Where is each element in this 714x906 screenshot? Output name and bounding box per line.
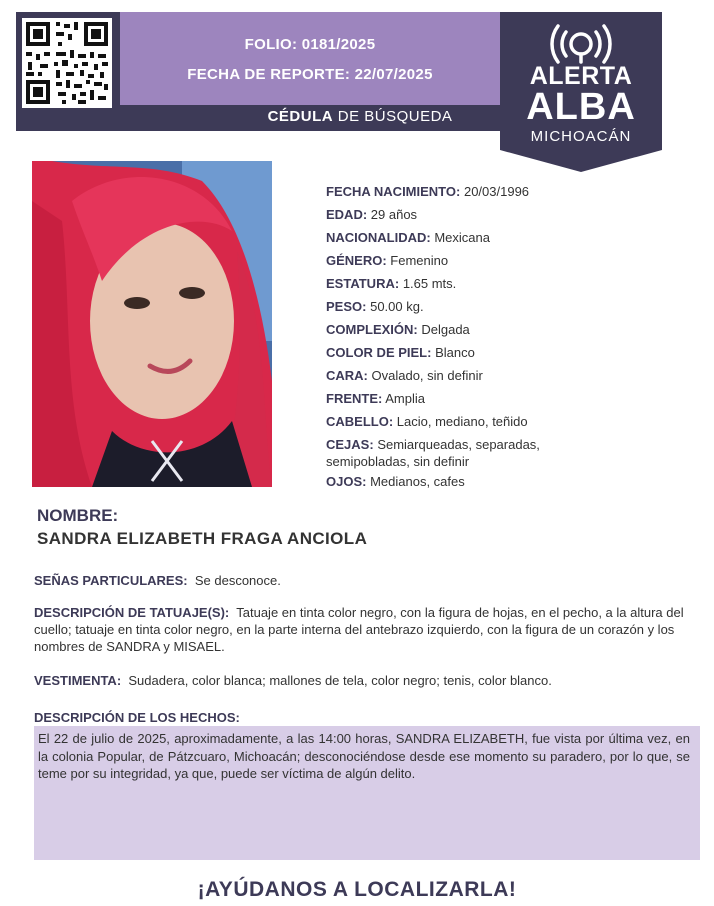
document-type-bold: CÉDULA (267, 108, 334, 125)
detail-row-age (326, 203, 606, 226)
detail-label: OJOS: (326, 474, 367, 489)
detail-label: CABELLO: (326, 414, 394, 429)
personal-details (326, 180, 606, 493)
detail-value: Semiarqueadas, separadas, semipobladas, sin definir (326, 437, 540, 469)
badge-line-3: MICHOACÁN (530, 128, 632, 145)
folio-number: FOLIO: 0181/2025 (244, 36, 376, 53)
detail-row-forehead (326, 387, 606, 410)
report-date: FECHA DE REPORTE: 22/07/2025 (187, 66, 433, 83)
events-text: El 22 de julio de 2025, aproximadamente, a las 14:00 horas, SANDRA ELIZABETH, fue vista por última vez, en la colonia Popular, de Pátzcuaro, Michoacán; desconociéndose desde ese momento su paradero, por lo que, se teme por su integridad, ya que, puede ser víctima de algún delito. (38, 731, 690, 781)
detail-row-build (326, 318, 606, 341)
detail-label: PESO: (326, 299, 367, 314)
document-type-rest: DE BÚSQUEDA (333, 108, 453, 125)
detail-value: 1.65 mts. (402, 276, 457, 291)
detail-label: COMPLEXIÓN: (326, 322, 418, 337)
call-to-action: ¡AYÚDANOS A LOCALIZARLA! (197, 878, 517, 901)
person-name: SANDRA ELIZABETH FRAGA ANCIOLA (37, 529, 368, 548)
detail-label: FECHA NACIMIENTO: (326, 184, 461, 199)
badge-line-1: ALERTA (529, 62, 633, 90)
detail-value: Mexicana (434, 230, 490, 245)
marks-value: Se desconoce. (194, 573, 281, 588)
detail-value: 29 años (370, 207, 418, 222)
detail-value: 50.00 kg. (370, 299, 424, 314)
detail-row-weight (326, 295, 606, 318)
detail-value: 20/03/1996 (463, 184, 530, 199)
marks-label: SEÑAS PARTICULARES: (34, 573, 188, 588)
detail-value: Delgada (421, 322, 470, 337)
detail-label: EDAD: (326, 207, 368, 222)
detail-label: FRENTE: (326, 391, 383, 406)
detail-row-gender (326, 249, 606, 272)
detail-row-height (326, 272, 606, 295)
detail-label: ESTATURA: (326, 276, 400, 291)
detail-label: CARA: (326, 368, 368, 383)
tattoo-value: Tatuaje en tinta color negro, con la figura de hojas, en el pecho, a la altura del cuello; tatuaje en tinta color negro, en la parte interna del antebrazo izquierdo, con la figura de un corazón y los nombres de SANDRA y MISAEL. (34, 605, 684, 654)
events-label: DESCRIPCIÓN DE LOS HECHOS: (34, 710, 240, 725)
tattoo-description (34, 604, 692, 655)
name-label: NOMBRE: (37, 506, 119, 525)
detail-value: Femenino (390, 253, 449, 268)
detail-value: Lacio, mediano, teñido (396, 414, 528, 429)
tattoo-label: DESCRIPCIÓN DE TATUAJE(S): (34, 605, 230, 620)
detail-row-nationality (326, 226, 606, 249)
detail-row-hair (326, 410, 606, 433)
detail-label: COLOR DE PIEL: (326, 345, 432, 360)
missing-person-photo (32, 161, 272, 487)
detail-value: Ovalado, sin definir (371, 368, 483, 383)
detail-row-skin (326, 341, 606, 364)
detail-row-face (326, 364, 606, 387)
detail-row-birthdate (326, 180, 606, 203)
qr-code-icon[interactable] (22, 18, 112, 108)
detail-value: Blanco (435, 345, 475, 360)
distinguishing-marks (34, 572, 692, 589)
clothing-description (34, 672, 692, 689)
detail-row-eyebrows (326, 433, 606, 470)
detail-label: NACIONALIDAD: (326, 230, 431, 245)
detail-row-eyes (326, 470, 606, 493)
badge-line-2: ALBA (526, 86, 636, 128)
document-type (210, 108, 510, 125)
clothing-value: Sudadera, color blanca; mallones de tela, color negro; tenis, color blanco. (128, 673, 552, 688)
detail-label: CEJAS: (326, 437, 374, 452)
detail-value: Medianos, cafes (370, 474, 465, 489)
detail-label: GÉNERO: (326, 253, 387, 268)
detail-value: Amplia (385, 391, 425, 406)
clothing-label: VESTIMENTA: (34, 673, 122, 688)
